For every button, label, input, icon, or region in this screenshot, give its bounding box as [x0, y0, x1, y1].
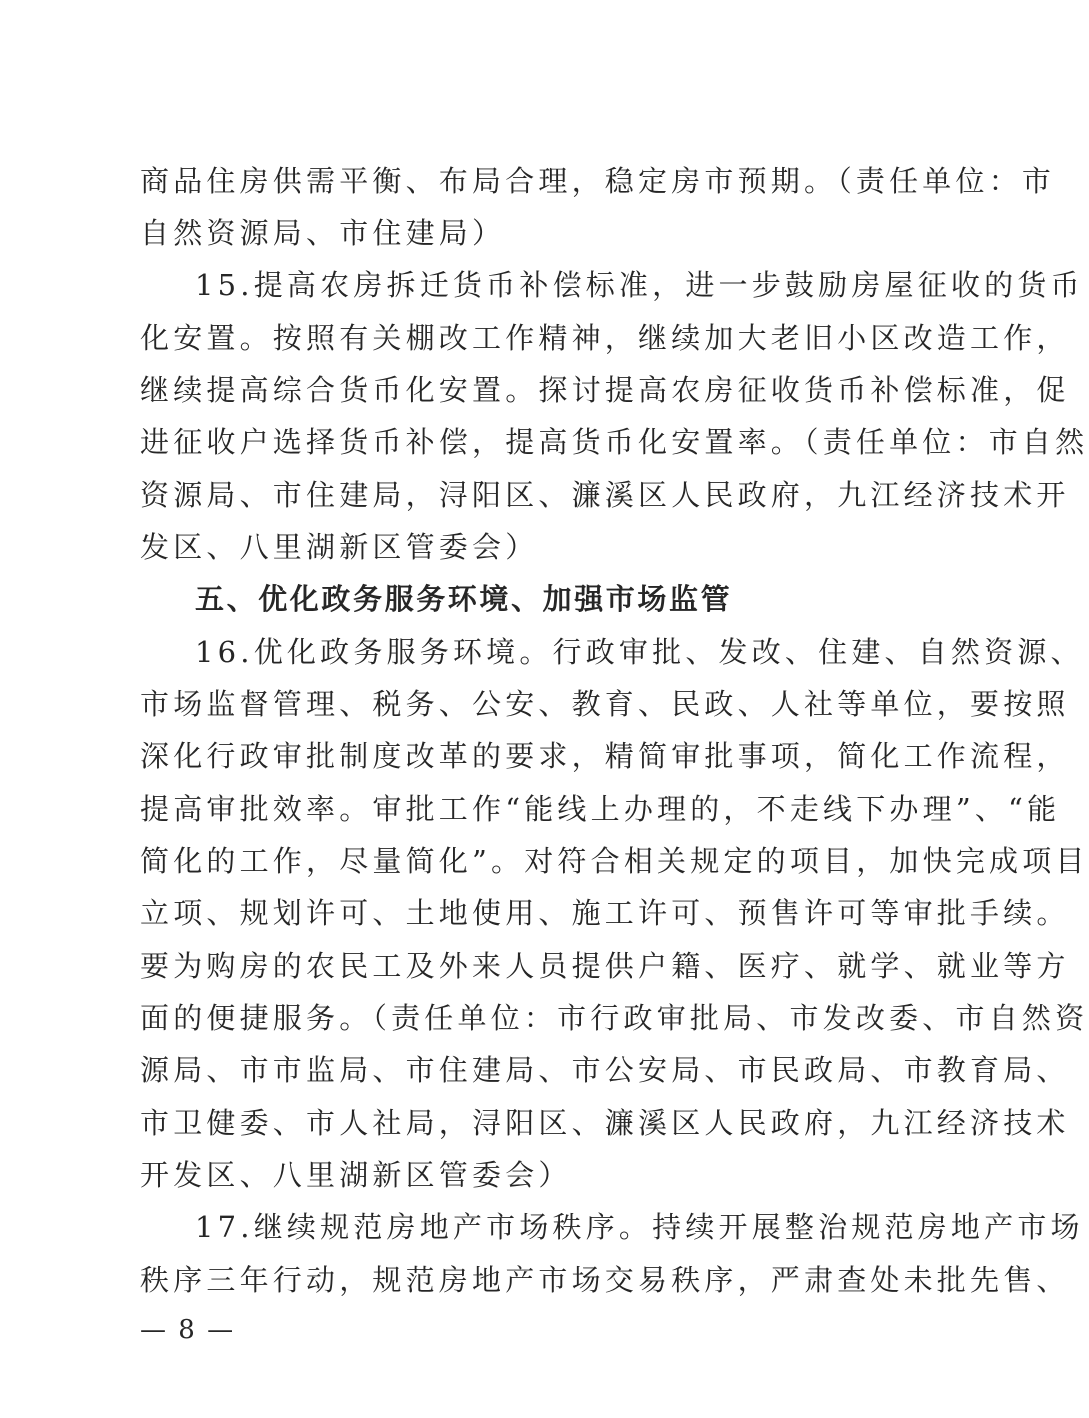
paragraph-line: 自然资源局、市住建局）	[140, 216, 506, 250]
paragraph-line: 化安置。按照有关棚改工作精神，继续加大老旧小区改造工作，	[140, 321, 1070, 355]
paragraph-line: 立项、规划许可、土地使用、施工许可、预售许可等审批手续。	[140, 896, 1070, 930]
paragraph-line: 继续提高综合货币化安置。探讨提高农房征收货币补偿标准，促	[140, 373, 1070, 407]
paragraph-line: 开发区、八里湖新区管委会）	[140, 1158, 572, 1192]
paragraph-line: 深化行政审批制度改革的要求，精简审批事项，简化工作流程，	[140, 739, 1070, 773]
paragraph-line: 简化的工作，尽量简化”。对符合相关规定的项目，加快完成项目	[140, 844, 1089, 878]
paragraph-line: 面的便捷服务。（责任单位：市行政审批局、市发改委、市自然资	[140, 1001, 1089, 1035]
paragraph-line: 16.优化政务服务环境。行政审批、发改、住建、自然资源、	[195, 635, 1084, 669]
paragraph-line: 市卫健委、市人社局，浔阳区、濂溪区人民政府，九江经济技术	[140, 1106, 1070, 1140]
page-number: — 8 —	[140, 1315, 236, 1345]
paragraph-line: 要为购房的农民工及外来人员提供户籍、医疗、就学、就业等方	[140, 949, 1070, 983]
section-heading: 五、优化政务服务环境、加强市场监管	[195, 582, 733, 616]
paragraph-line: 发区、八里湖新区管委会）	[140, 530, 539, 564]
paragraph-line: 商品住房供需平衡、布局合理，稳定房市预期。（责任单位：市	[140, 164, 1056, 198]
paragraph-line: 进征收户选择货币补偿，提高货币化安置率。（责任单位：市自然	[140, 425, 1089, 459]
paragraph-line: 15.提高农房拆迁货币补偿标准，进一步鼓励房屋征收的货币	[195, 268, 1084, 302]
paragraph-line: 秩序三年行动，规范房地产市场交易秩序，严肃查处未批先售、	[140, 1263, 1070, 1297]
paragraph-line: 17.继续规范房地产市场秩序。持续开展整治规范房地产市场	[195, 1210, 1084, 1244]
paragraph-line: 提高审批效率。审批工作“能线上办理的，不走线下办理”、“能	[140, 792, 1061, 826]
paragraph-line: 源局、市市监局、市住建局、市公安局、市民政局、市教育局、	[140, 1053, 1070, 1087]
paragraph-line: 资源局、市住建局，浔阳区、濂溪区人民政府，九江经济技术开	[140, 478, 1070, 512]
paragraph-line: 市场监督管理、税务、公安、教育、民政、人社等单位，要按照	[140, 687, 1070, 721]
